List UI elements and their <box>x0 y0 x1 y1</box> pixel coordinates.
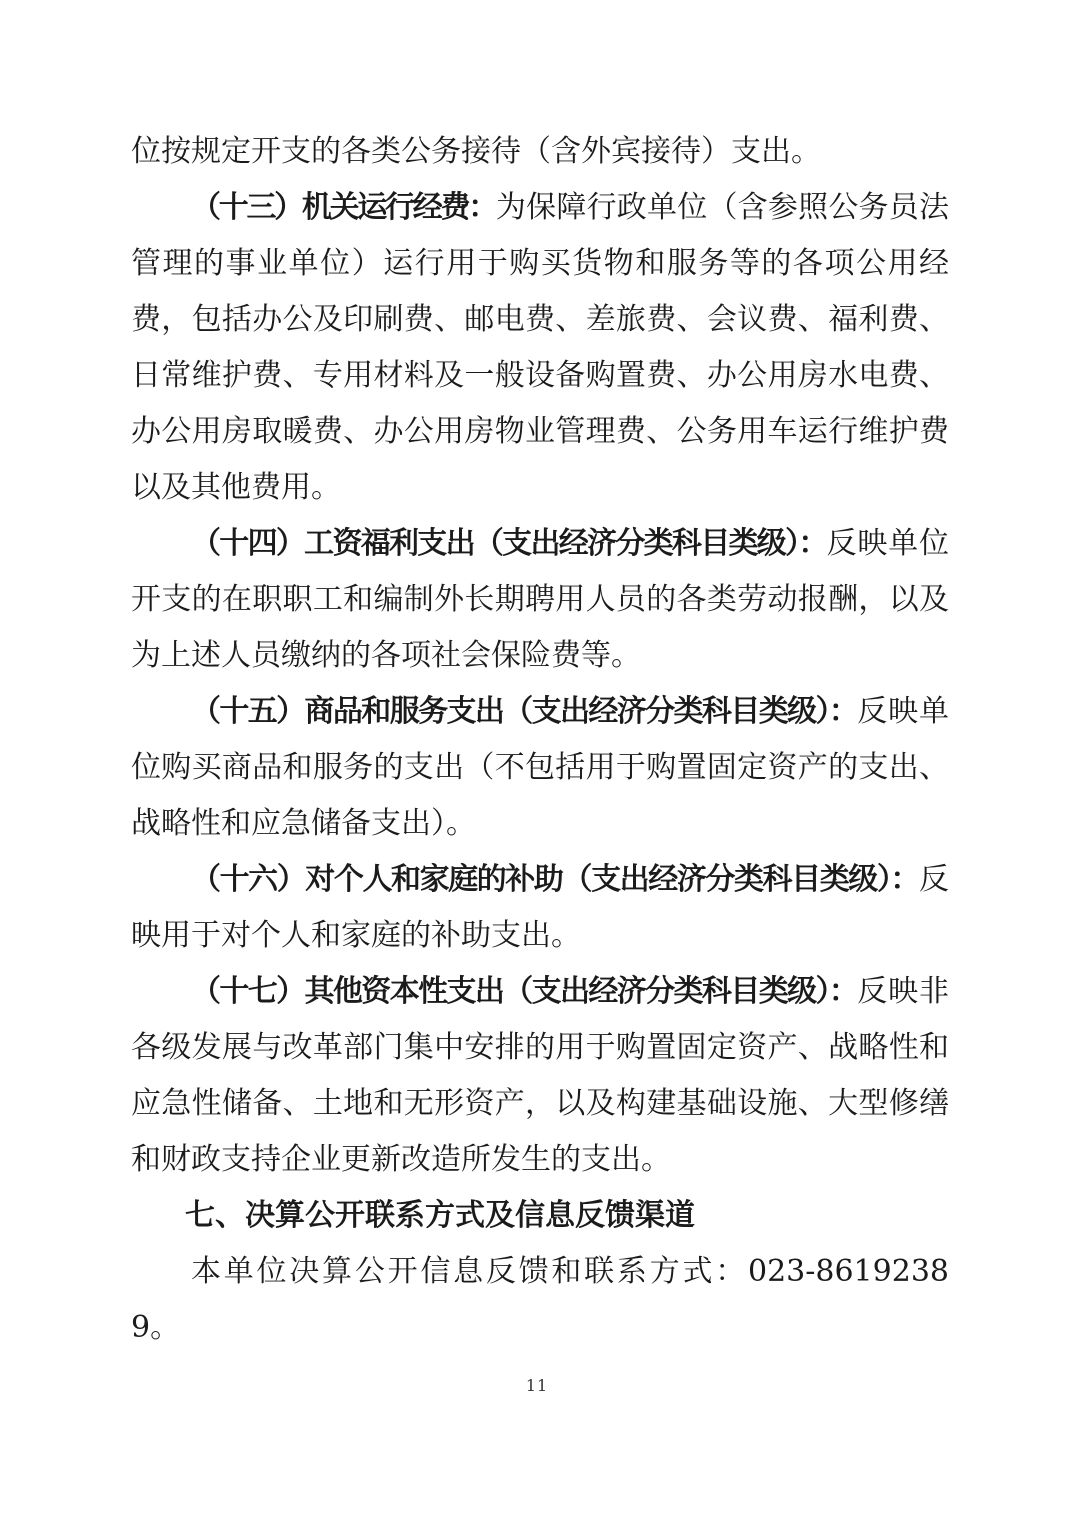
paragraph-17 <box>131 964 949 1188</box>
paragraph-13 <box>131 180 949 516</box>
paragraph-13-text: 为保障行政单位（含参照公务员法管理的事业单位）运行用于购买货物和服务等的各项公用经费，包括办公及印刷费、邮电费、差旅费、会议费、福利费、日常维护费、专用材料及一般设备购置费、办公用房水电费、办公用房取暖费、办公用房物业管理费、公务用车运行维护费以及其他费用。 <box>131 190 950 505</box>
paragraph-continuation <box>131 124 949 180</box>
paragraph-15 <box>131 684 949 852</box>
document-body <box>131 124 949 1356</box>
paragraph-13-lead: （十三）机关运行经费： <box>191 190 496 225</box>
contact-line: 本单位决算公开信息反馈和联系方式：023-86192389。 <box>131 1254 949 1345</box>
paragraph-14 <box>131 516 949 684</box>
paragraph-15-lead: （十五）商品和服务支出（支出经济分类科目类级）： <box>191 694 858 729</box>
paragraph-17-lead: （十七）其他资本性支出（支出经济分类科目类级）： <box>191 974 858 1009</box>
paragraph-16-lead: （十六）对个人和家庭的补助（支出经济分类科目类级）： <box>191 862 919 897</box>
paragraph-14-lead: （十四）工资福利支出（支出经济分类科目类级）： <box>191 526 827 561</box>
section-heading: 七、决算公开联系方式及信息反馈渠道 <box>185 1198 695 1233</box>
paragraph-16 <box>131 852 949 964</box>
paragraph-16-text: 反映用于对个人和家庭的补助支出。 <box>131 862 949 953</box>
paragraph-15-text: 反映单位购买商品和服务的支出（不包括用于购置固定资产的支出、战略性和应急储备支出）。 <box>131 694 950 841</box>
paragraph-text: 位按规定开支的各类公务接待（含外宾接待）支出。 <box>131 134 821 169</box>
paragraph-17-text: 反映非各级发展与改革部门集中安排的用于购置固定资产、战略性和应急性储备、土地和无形资产，以及构建基础设施、大型修缮和财政支持企业更新改造所发生的支出。 <box>131 974 950 1177</box>
paragraph-14-text: 反映单位开支的在职职工和编制外长期聘用人员的各类劳动报酬，以及为上述人员缴纳的各项社会保险费等。 <box>131 526 950 673</box>
page-number: 11 <box>525 1376 549 1395</box>
